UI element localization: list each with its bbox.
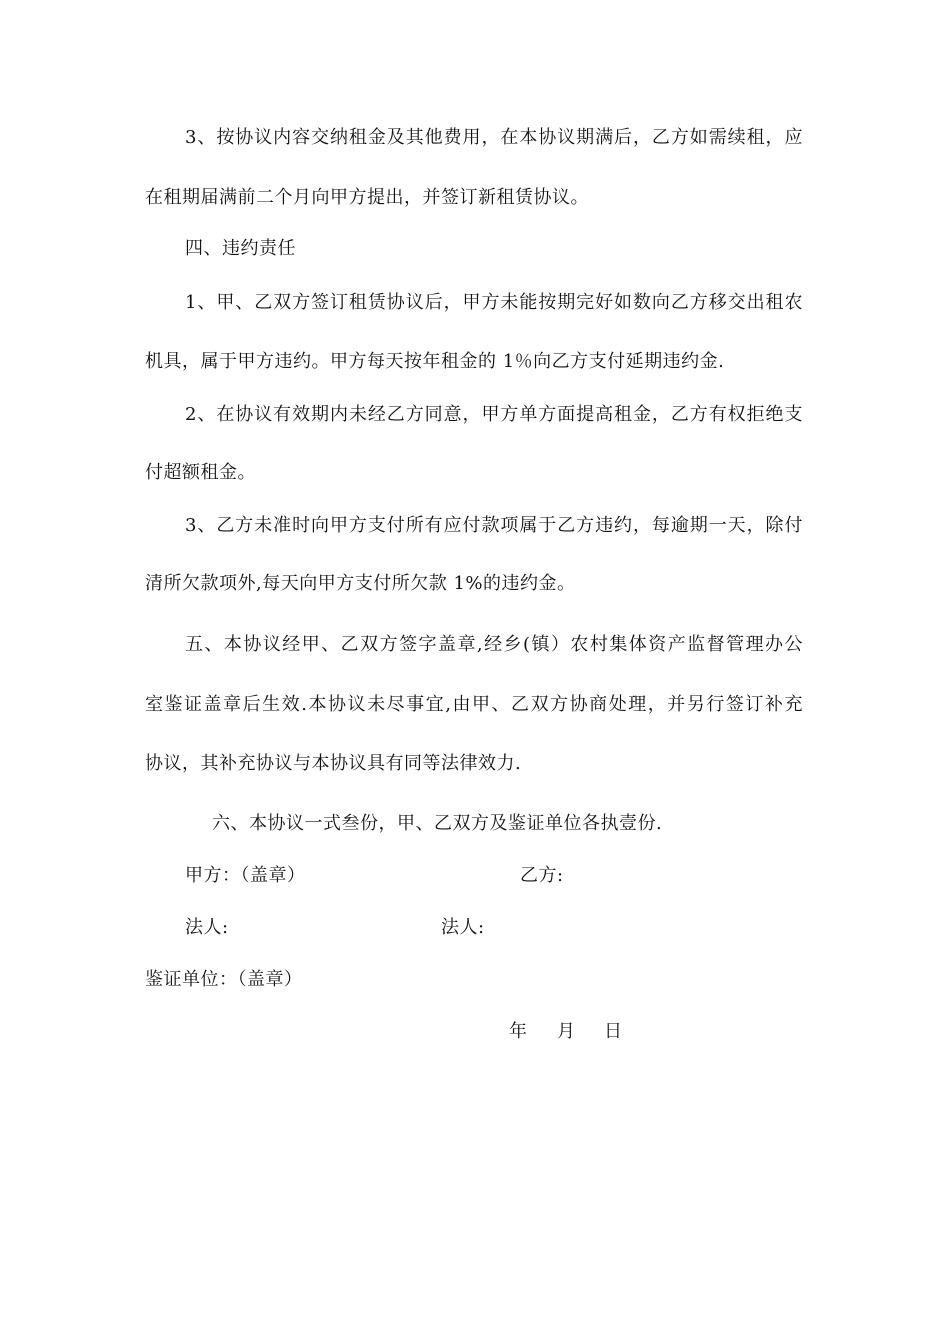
paragraph-line-7: 付超额租金。 [145, 462, 256, 483]
paragraph-line-4: 1、甲、乙双方签订租赁协议后，甲方未能按期完好如数向乙方移交出租农 [185, 292, 803, 313]
paragraph-line-2: 在租期届满前二个月向甲方提出，并签订新租赁协议。 [145, 187, 589, 208]
section-heading-breach: 四、违约责任 [185, 238, 296, 259]
paragraph-line-6: 2、在协议有效期内未经乙方同意，甲方单方面提高租金，乙方有权拒绝支 [185, 404, 803, 425]
paragraph-line-8: 3、乙方未准时向甲方支付所有应付款项属于乙方违约，每逾期一天，除付 [185, 515, 803, 536]
legal-representative-a: 法人: [185, 917, 229, 938]
verifier-label: 鉴证单位：（盖章） [145, 969, 303, 990]
paragraph-line-12: 协议，其补充协议与本协议具有同等法律效力. [145, 753, 522, 774]
date-month: 月 [557, 1021, 576, 1042]
paragraph-line-10: 五、本协议经甲、乙双方签字盖章,经乡(镇）农村集体资产监督管理办公 [185, 634, 803, 655]
date-day: 日 [604, 1021, 623, 1042]
paragraph-line-11: 室鉴证盖章后生效.本协议未尽事宜,由甲、乙双方协商处理，并另行签订补充 [145, 694, 803, 715]
party-b-label: 乙方: [520, 865, 564, 886]
paragraph-line-9: 清所欠款项外,每天向甲方支付所欠款 1%的违约金。 [145, 573, 576, 594]
paragraph-line-1: 3、按协议内容交纳租金及其他费用，在本协议期满后，乙方如需续租，应 [185, 127, 803, 148]
legal-representative-b: 法人: [441, 917, 485, 938]
paragraph-line-13: 六、本协议一式叁份，甲、乙双方及鉴证单位各执壹份. [212, 813, 663, 834]
party-a-label: 甲方：（盖章） [185, 865, 306, 886]
date-year: 年 [509, 1021, 528, 1042]
paragraph-line-5: 机具，属于甲方违约。甲方每天按年租金的 1％向乙方支付延期违约金. [145, 351, 725, 372]
